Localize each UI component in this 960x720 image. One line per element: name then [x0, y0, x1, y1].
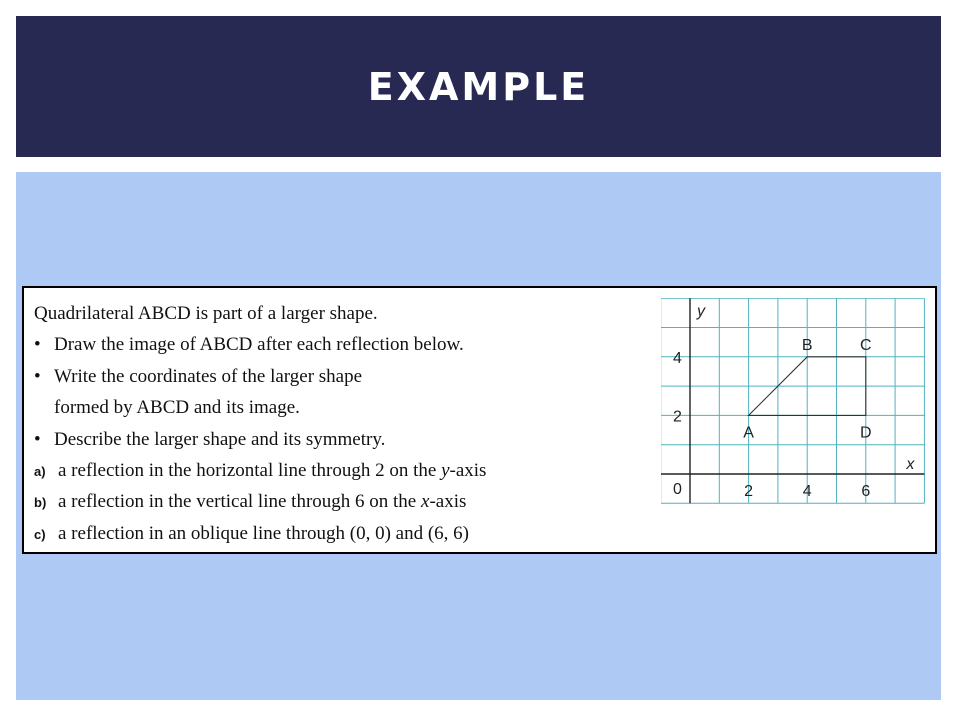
title-bar	[16, 16, 941, 157]
bullet-symbol: •	[34, 365, 41, 387]
part-c-text: a reflection in an oblique line through (0, 0) and (6, 6)	[58, 522, 470, 544]
part-c	[34, 518, 654, 549]
vertex-label-b: B	[801, 336, 813, 354]
part-b-axis: x	[421, 491, 430, 513]
part-a-suffix: -axis	[449, 459, 487, 481]
bullet-3	[34, 424, 654, 455]
y-tick-label: 4	[673, 349, 682, 367]
tick-labels	[673, 350, 870, 500]
y-axis-label: y	[697, 303, 705, 321]
slide-title: EXAMPLE	[367, 64, 590, 109]
bullet-1-text: Draw the image of ABCD after each reflection below.	[54, 334, 464, 356]
y-tick-label: 2	[673, 408, 682, 426]
bullet-1	[34, 329, 654, 360]
problem-intro: Quadrilateral ABCD is part of a larger shape.	[34, 303, 378, 324]
part-b-label: b)	[34, 495, 47, 511]
x-axis-label: x	[906, 456, 915, 473]
bullet-symbol: •	[34, 334, 41, 356]
bullet-symbol: •	[34, 428, 41, 450]
grid-lines	[661, 298, 924, 503]
bullet-2	[34, 361, 654, 392]
vertex-label-d: D	[860, 424, 872, 442]
part-a-axis: y	[441, 459, 450, 481]
vertex-label-a: A	[743, 424, 754, 442]
x-tick-label: 2	[744, 483, 754, 500]
vertex-label-c: C	[860, 336, 872, 354]
part-b	[34, 486, 654, 517]
problem-text	[34, 298, 654, 549]
x-tick-label: 4	[802, 483, 812, 500]
coordinate-grid	[661, 298, 931, 510]
axes	[661, 298, 924, 503]
origin-label: 0	[673, 481, 682, 498]
part-a-text: a reflection in the horizontal line through 2 on the	[58, 459, 442, 481]
bullet-2-text: Write the coordinates of the larger shape	[54, 365, 363, 387]
part-c-label: c)	[34, 526, 46, 542]
bullet-3-text: Describe the larger shape and its symmetry.	[54, 428, 386, 450]
part-b-text: a reflection in the vertical line through 6 on the	[58, 491, 421, 513]
x-tick-label: 6	[861, 483, 871, 500]
part-a	[34, 455, 654, 486]
bullet-2-continuation: formed by ABCD and its image.	[54, 397, 300, 419]
part-a-label: a)	[34, 463, 46, 479]
part-b-suffix: -axis	[429, 491, 467, 513]
problem-card	[22, 286, 937, 554]
